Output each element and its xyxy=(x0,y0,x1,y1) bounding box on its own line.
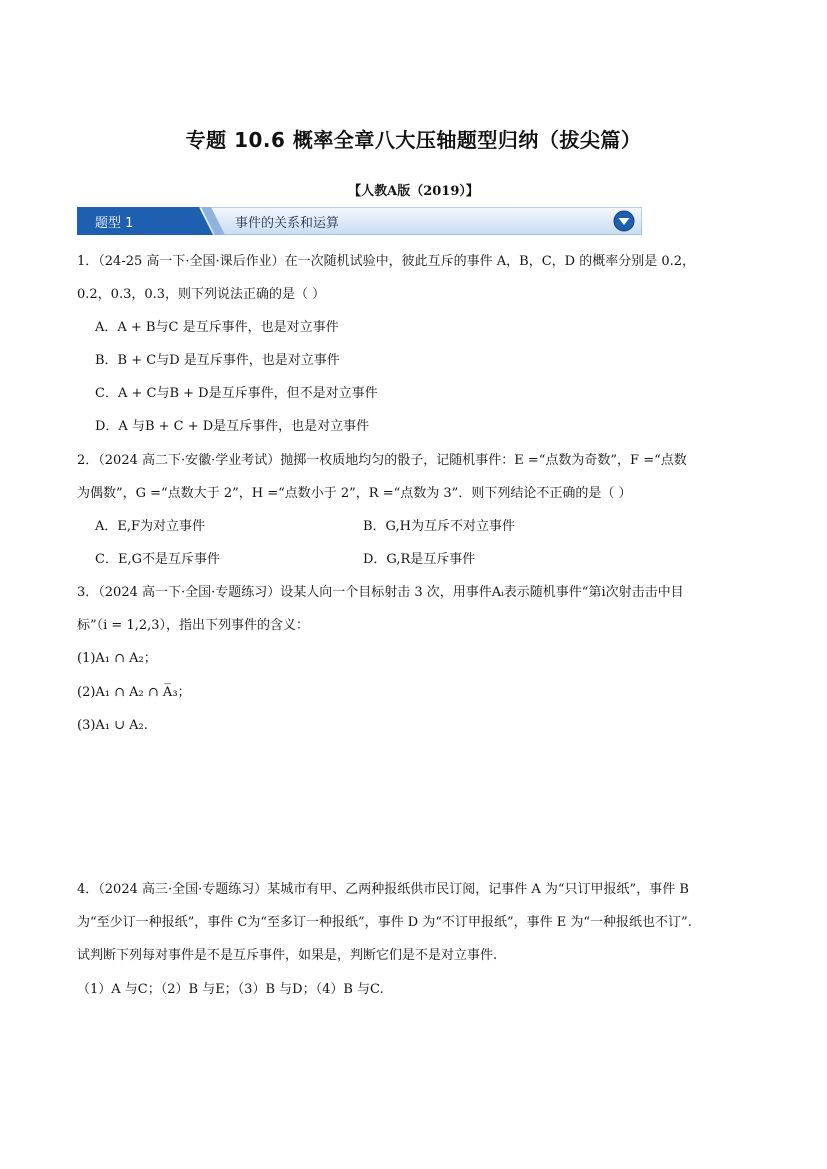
q3-stem-line2: 标”（i = 1,2,3），指出下列事件的含义： xyxy=(77,618,310,633)
chevron-down-circle-icon[interactable] xyxy=(613,210,635,232)
q1-option-d: D．A 与B + C + D是互斥事件，也是对立事件 xyxy=(95,419,370,434)
q4-stem-line2: 为“至少订一种报纸”，事件 C为“至多订一种报纸”，事件 D 为“不订甲报纸”，事件 E 为“一种报纸也不订”. xyxy=(77,915,692,930)
section-banner xyxy=(77,207,642,235)
q3-part-2: (2)A₁ ∩ A₂ ∩ A̅₃； xyxy=(77,685,191,700)
q3-stem-line1: 3．（2024 高一下·全国·专题练习）设某人向一个目标射击 3 次，用事件Aᵢ表示随机事件“第i次射击击中目 xyxy=(77,585,684,600)
q4-stem-line1: 4．（2024 高三·全国·专题练习）某城市有甲、乙两种报纸供市民订阅，记事件 A 为“只订甲报纸”，事件 B xyxy=(77,882,689,897)
q1-option-b: B．B + C与D 是互斥事件，也是对立事件 xyxy=(95,353,340,368)
q3-part-1: (1)A₁ ∩ A₂； xyxy=(77,651,157,666)
q2-option-c: C．E,G不是互斥事件 xyxy=(95,552,220,567)
document-title: 专题 10.6 概率全章八大压轴题型归纳（拔尖篇） xyxy=(185,128,642,152)
q2-stem-line2: 为偶数”，G =“点数大于 2”，H =“点数小于 2”，R =“点数为 3”．则下列结论不正确的是（ ） xyxy=(77,486,632,501)
section-topic: 事件的关系和运算 xyxy=(235,216,340,231)
q1-option-c: C．A + C与B + D是互斥事件，但不是对立事件 xyxy=(95,386,378,401)
q1-option-a: A．A + B与C 是互斥事件，也是对立事件 xyxy=(95,320,339,335)
q2-option-d: D．G,R是互斥事件 xyxy=(363,552,476,567)
q2-option-b: B．G,H为互斥不对立事件 xyxy=(363,519,515,534)
q2-stem-line1: 2．（2024 高二下·安徽·学业考试）抛掷一枚质地均匀的骰子，记随机事件：E =“点数为奇数”，F =“点数 xyxy=(77,453,687,468)
q1-stem-line2: 0.2，0.3，0.3，则下列说法正确的是（ ） xyxy=(77,287,326,302)
q2-option-a: A．E,F为对立事件 xyxy=(95,519,206,534)
q3-part-3: (3)A₁ ∪ A₂. xyxy=(77,718,148,733)
section-tag: 题型 1 xyxy=(95,216,134,231)
q4-stem-line3: 试判断下列每对事件是不是互斥事件，如果是，判断它们是不是对立事件. xyxy=(77,948,498,963)
q1-stem-line1: 1．（24-25 高一下·全国·课后作业）在一次随机试验中，彼此互斥的事件 A，B，C，D 的概率分别是 0.2， xyxy=(77,254,696,269)
q4-parts: （1）A 与C；（2）B 与E；（3）B 与D；（4）B 与C. xyxy=(77,982,384,997)
edition-label: 【人教A版（2019）】 xyxy=(348,184,479,199)
